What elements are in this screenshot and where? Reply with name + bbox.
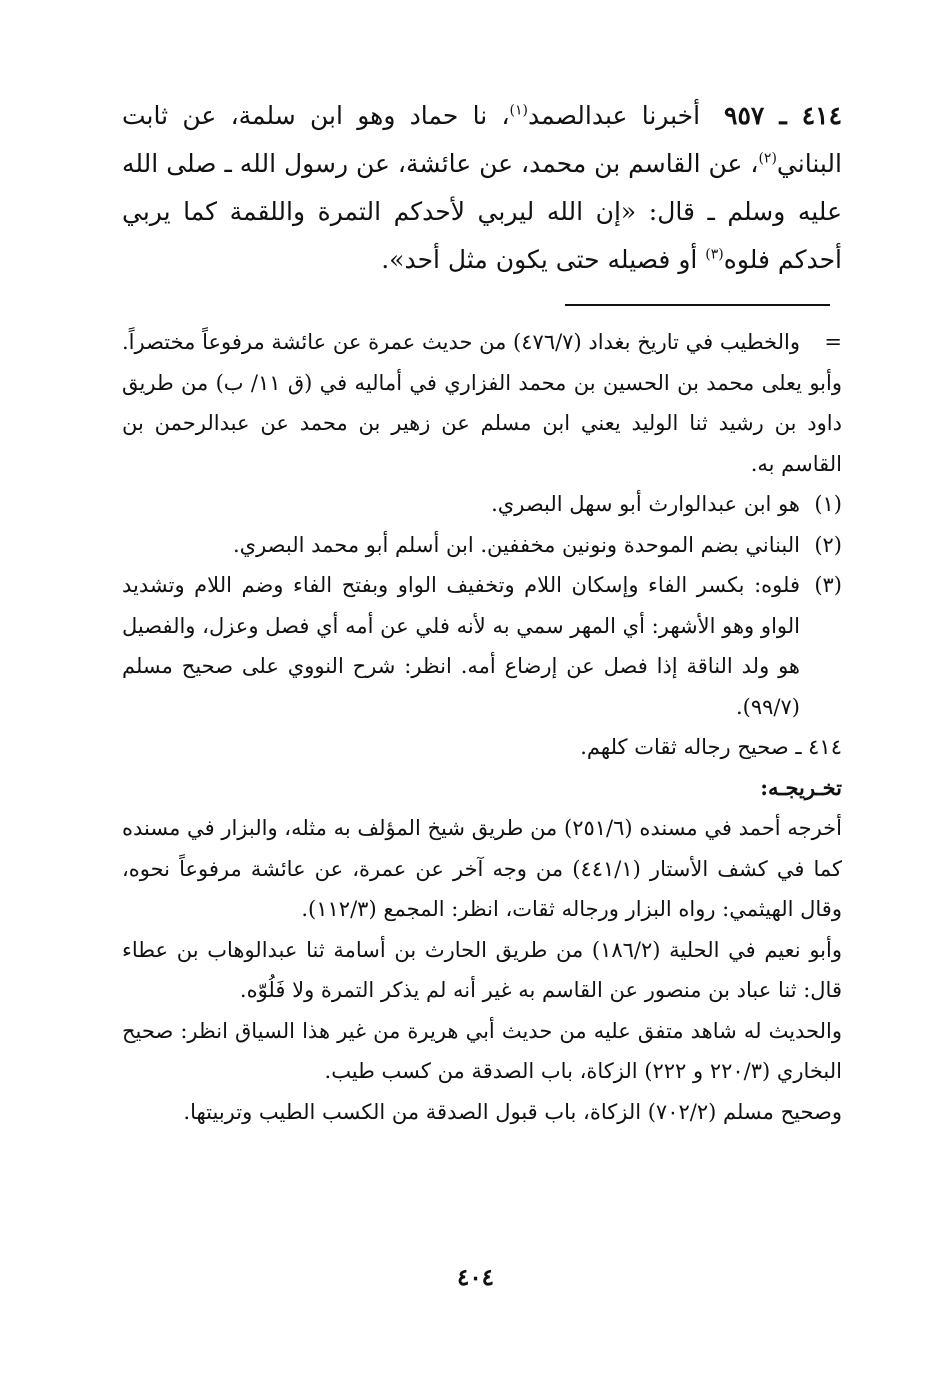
- takhrij-paragraph: وصحيح مسلم (٧٠٢/٢) الزكاة، باب قبول الصدقة من الكسب الطيب وتربيتها.: [183, 1099, 842, 1124]
- footnote-ref-2: (٢): [758, 150, 777, 167]
- hadith-paragraph: [122, 92, 842, 284]
- takhrij-paragraph: وأبو نعيم في الحلية (١٨٦/٢) من طريق الحارث بن أسامة ثنا عبدالوهاب بن عطاء قال: ثنا عباد بن منصور عن القاسم به غير أنه لم يذكر التمرة ولا فَلُوّه.: [122, 937, 842, 1002]
- footnote-ref-3: (٣): [705, 246, 724, 263]
- takhrij-heading: تخـريجـه:: [760, 774, 842, 800]
- hadith-number: ٤١٤ ـ ٩٥٧: [724, 101, 843, 130]
- footnote-text: البناني بضم الموحدة ونونين مخففين. ابن أسلم أبو محمد البصري.: [232, 532, 800, 557]
- hadith-text-part: أخبرنا عبدالصمد: [528, 101, 701, 130]
- footnote-3: [122, 565, 842, 727]
- footnote-text: فلوه: بكسر الفاء وإسكان اللام وتخفيف الواو وبفتح الفاء وضم اللام وتشديد الواو وهو الأشهر: أي المهر سمي به لأنه فلي عن أمه أي فصل وعزل، والفصيل هو ولد الناقة إذا فصل عن إرضاع أمه. انظر: شرح النووي على صحيح مسلم (٩٩/٧).: [122, 573, 800, 719]
- footnote-ref-1: (١): [509, 102, 529, 119]
- footnote-1: [122, 484, 842, 525]
- footnote-continuation: [122, 322, 842, 363]
- hadith-text-part: ، نا حماد وهو ابن سلمة، عن ثابت البناني: [122, 101, 842, 178]
- hadith-main-text: [122, 92, 842, 284]
- footnotes-section: [122, 322, 842, 1132]
- footnote-mark: (٢): [814, 532, 842, 557]
- footnote-mark: (٣): [814, 573, 842, 597]
- hadith-text-part: أو فصيله حتى يكون مثل أحد».: [381, 245, 706, 274]
- footnote-text: والخطيب في تاريخ بغداد (٤٧٦/٧) من حديث عمرة عن عائشة مرفوعاً مختصراً.: [121, 330, 800, 354]
- footnote-2: [122, 525, 842, 566]
- takhrij-paragraph: والحديث له شاهد متفق عليه من حديث أبي هريرة من غير هذا السياق انظر: صحيح البخاري (٢٢٠/٣ و ٢٢٢) الزكاة، باب الصدقة من كسب طيب.: [122, 1018, 842, 1083]
- page-number: ٤٠٤: [456, 1264, 495, 1291]
- takhrij-paragraph: أخرجه أحمد في مسنده (٢٥١/٦) من طريق شيخ المؤلف به مثله، والبزار في مسنده كما في كشف الأستار (٤٤١/١) من وجه آخر عن عمرة، عن عائشة مرفوعاً نحوه، وقال الهيثمي: رواه البزار ورجاله ثقات، انظر: المجمع (١١٢/٣).: [122, 816, 842, 921]
- footnote-separator: [565, 304, 830, 306]
- footnote-text: وأبو يعلى محمد بن الحسين بن محمد الفزاري في أماليه في (ق ١١/ ب) من طريق داود بن رشيد ثنا الوليد يعني ابن مسلم عن زهير بن محمد عن عبدالرحمن بن القاسم به.: [122, 370, 842, 476]
- footnote-text: هو ابن عبدالوارث أبو سهل البصري.: [491, 492, 800, 516]
- hadith-text-part: ، عن القاسم بن محمد، عن عائشة، عن رسول الله ـ صلى الله عليه وسلم ـ قال: «إن الله ليربي لأحدكم التمرة واللقمة كما يربي أحدكم فلوه: [122, 149, 842, 274]
- continuation-marker: =: [824, 330, 842, 354]
- grading-note: ٤١٤ ـ صحيح رجاله ثقات كلهم.: [580, 735, 842, 759]
- footnote-mark: (١): [814, 492, 842, 516]
